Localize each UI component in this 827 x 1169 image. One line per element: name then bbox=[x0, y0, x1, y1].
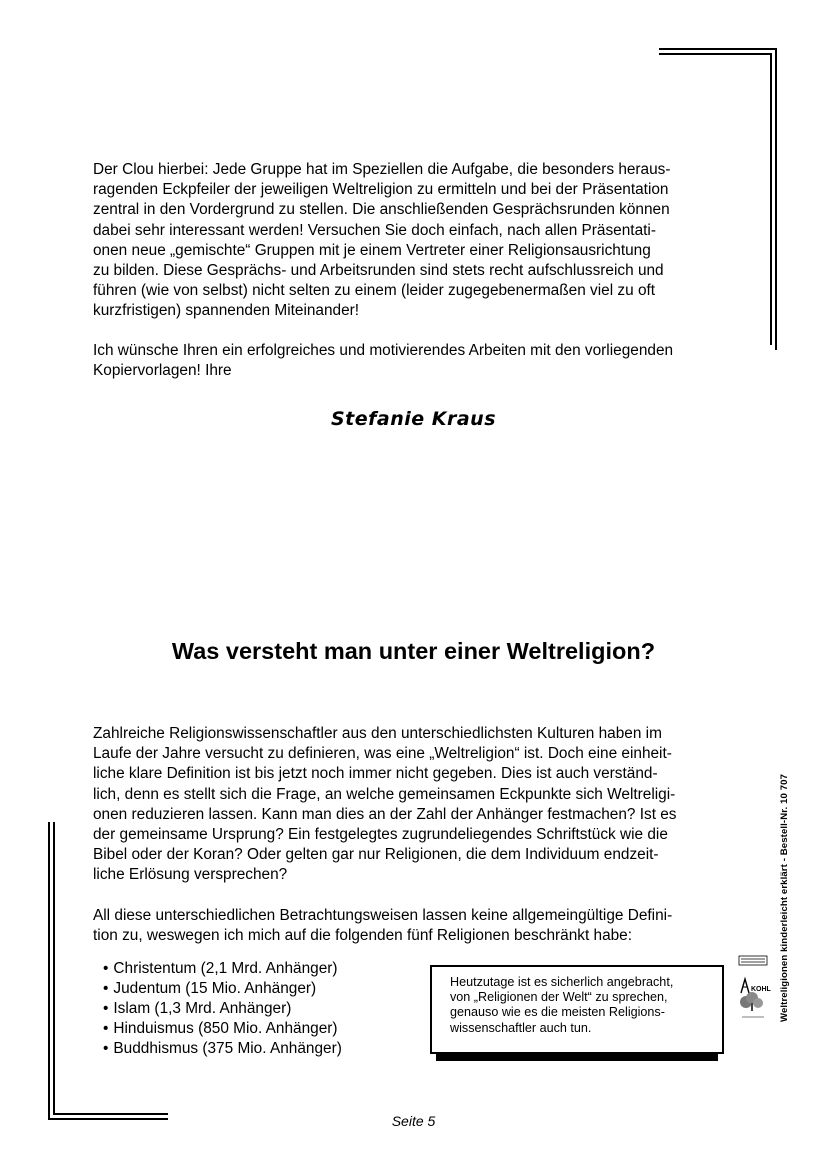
text-line: Der Clou hierbei: Jede Gruppe hat im Speziellen die Aufgabe, die besonders heraus- bbox=[93, 161, 671, 178]
text-line: liche klare Definition ist bis jetzt noch immer nicht gegeben. Dies ist auch verständ- bbox=[93, 765, 658, 783]
note-line: genauso wie es die meisten Religions- bbox=[450, 1005, 665, 1020]
religion-list bbox=[103, 959, 342, 1059]
note-line: von „Religionen der Welt“ zu sprechen, bbox=[450, 990, 668, 1005]
intro-paragraph bbox=[93, 160, 733, 322]
selection-paragraph bbox=[93, 906, 733, 946]
frame-left-line-outer bbox=[48, 822, 50, 1120]
text-line: Kopiervorlagen! Ihre bbox=[93, 362, 232, 380]
page-number: Seite 5 bbox=[391, 1113, 436, 1129]
text-line: lich, denn es stellt sich die Frage, an welche gemeinsamen Eckpunkte sich Weltreligi- bbox=[93, 785, 676, 803]
section-heading: Was versteht man unter einer Weltreligion? bbox=[171, 638, 656, 664]
text-line: Ich wünsche Ihren ein erfolgreiches und motivierendes Arbeiten mit den vorliegenden bbox=[93, 342, 674, 359]
note-box bbox=[430, 965, 724, 1054]
side-book-label: Weltreligionen kinderleicht erklärt - Bestell-Nr. 10 707 bbox=[779, 773, 790, 1022]
text-line: ragenden Eckpfeiler der jeweiligen Weltreligion zu ermitteln und bei der Präsentation bbox=[93, 181, 669, 199]
list-item: • Christentum (2,1 Mrd. Anhänger) bbox=[103, 959, 342, 979]
text-line: Laufe der Jahre versucht zu definieren, was eine „Weltreligion“ ist. Doch eine einheit- bbox=[93, 745, 672, 763]
frame-right-line-outer bbox=[775, 48, 777, 350]
text-line: zentral in den Vordergrund zu stellen. Die anschließenden Gesprächsrunden können bbox=[93, 201, 670, 219]
frame-left-line-inner bbox=[53, 822, 55, 1115]
frame-right-line-inner bbox=[770, 53, 772, 345]
text-line: onen neue „gemischte“ Gruppen mit je einem Vertreter einer Religionsausrichtung bbox=[93, 241, 651, 259]
text-line: Bibel oder der Koran? Oder gelten gar nur Religionen, die dem Individuum endzeit- bbox=[93, 846, 659, 864]
list-item: • Islam (1,3 Mrd. Anhänger) bbox=[103, 999, 342, 1019]
frame-top-line-inner bbox=[659, 53, 772, 55]
text-line: führen (wie von selbst) nicht selten zu einem (leider zugegebenermaßen viel zu oft bbox=[93, 282, 656, 300]
kohl-publisher-logo bbox=[738, 955, 771, 1025]
text-line: dabei sehr interessant werden! Versuchen Sie doch einfach, nach allen Präsentati- bbox=[93, 221, 656, 239]
note-line: Heutzutage ist es sicherlich angebracht, bbox=[450, 975, 674, 989]
text-line: Zahlreiche Religionswissenschaftler aus den unterschiedlichsten Kulturen haben im bbox=[93, 725, 662, 742]
note-line: wissenschaftler auch tun. bbox=[450, 1020, 592, 1035]
text-line: zu bilden. Diese Gesprächs- und Arbeitsrunden sind stets recht aufschlussreich und bbox=[93, 262, 664, 280]
closing-paragraph bbox=[93, 341, 733, 381]
text-line: der gemeinsame Ursprung? Ein festgelegtes zugrundeliegendes Schriftstück wie die bbox=[93, 826, 668, 844]
text-line: kurzfristigen) spannenden Miteinander! bbox=[93, 302, 360, 320]
text-line: onen reduzieren lassen. Kann man dies an der Zahl der Anhänger festmachen? Ist es bbox=[93, 805, 677, 823]
text-line: tion zu, weswegen ich mich auf die folgenden fünf Religionen beschränkt habe: bbox=[93, 927, 633, 945]
list-item: • Buddhismus (375 Mio. Anhänger) bbox=[103, 1039, 342, 1059]
list-item: • Hinduismus (850 Mio. Anhänger) bbox=[103, 1019, 342, 1039]
svg-text:KOHL: KOHL bbox=[751, 986, 771, 993]
text-line: All diese unterschiedlichen Betrachtungsweisen lassen keine allgemeingültige Defini- bbox=[93, 907, 673, 924]
definition-paragraph bbox=[93, 724, 733, 886]
author-signature: Stefanie Kraus bbox=[330, 408, 497, 430]
frame-top-line-outer bbox=[659, 48, 777, 50]
list-item: • Judentum (15 Mio. Anhänger) bbox=[103, 979, 342, 999]
text-line: liche Erlösung versprechen? bbox=[93, 866, 288, 884]
